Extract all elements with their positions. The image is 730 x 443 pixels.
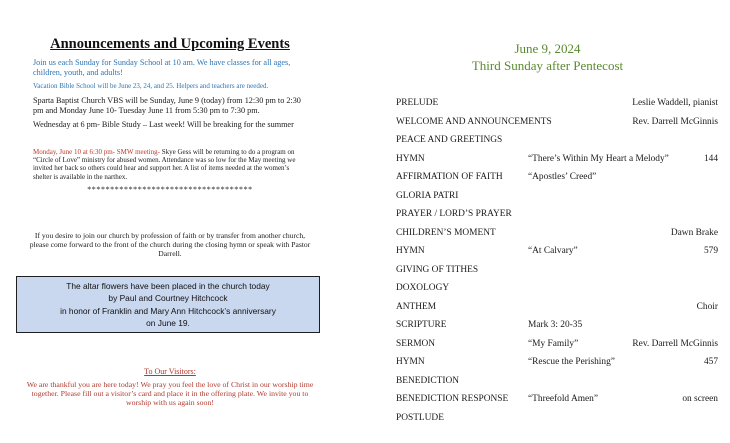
worship-item	[396, 282, 718, 301]
visitors-title: To Our Visitors:	[144, 367, 196, 376]
sunday-school-announcement: Join us each Sunday for Sunday School at 10 am. We have classes for all ages, children, youth, and adults!	[33, 58, 291, 77]
vbs-announcement: Vacation Bible School will be June 23, 24, and 25. Helpers and teachers are needed.	[33, 82, 269, 90]
worship-item	[396, 356, 718, 375]
worship-item	[396, 264, 718, 283]
worship-item-leader: Rev. Darrell McGinnis	[632, 338, 718, 349]
bible-study-announcement: Wednesday at 6 pm- Bible Study – Last week! Will be breaking for the summer	[33, 120, 294, 129]
worship-item	[396, 338, 718, 357]
worship-item-name: AFFIRMATION OF FAITH	[396, 172, 503, 182]
worship-item-name: PRAYER / LORD’S PRAYER	[396, 209, 512, 219]
worship-item	[396, 190, 718, 209]
worship-item	[396, 301, 718, 320]
star-divider: ************************************	[87, 185, 253, 194]
worship-item-detail: “At Calvary”	[528, 246, 578, 256]
announcements-title: Announcements and Upcoming Events	[50, 36, 290, 52]
worship-item-name: HYMN	[396, 246, 425, 256]
worship-item	[396, 245, 718, 264]
worship-item-name: SCRIPTURE	[396, 320, 447, 330]
announcements-page	[0, 0, 340, 443]
worship-item-leader: Rev. Darrell McGinnis	[632, 116, 718, 127]
worship-item-name: POSTLUDE	[396, 412, 444, 423]
worship-item	[396, 116, 718, 135]
worship-item-detail: “Threefold Amen”	[528, 394, 599, 404]
order-of-worship-page	[365, 0, 730, 443]
altar-line: The altar flowers have been placed in the church today	[66, 281, 270, 291]
worship-item	[396, 134, 718, 153]
altar-line: in honor of Franklin and Mary Ann Hitchcock’s anniversary	[60, 305, 276, 316]
worship-item	[396, 97, 718, 116]
worship-item-name: SERMON	[396, 338, 436, 349]
worship-item-detail: “Apostles’ Creed”	[528, 172, 597, 182]
worship-item-name: PRELUDE	[396, 98, 439, 108]
worship-item-leader: 579	[703, 246, 718, 256]
worship-item	[396, 375, 718, 394]
worship-item	[396, 153, 718, 172]
visitors-message: We are thankful you are here today! We pray you feel the love of Christ in our worship time together. Please fill out a visitor’s card and place it in the offering plate. We invite you to worship with us again soon!	[26, 380, 314, 408]
worship-item-name: CHILDREN’S MOMENT	[396, 227, 496, 238]
worship-item-name: GIVING OF TITHES	[396, 264, 479, 275]
worship-item	[396, 208, 718, 227]
worship-item-leader: Dawn Brake	[670, 227, 718, 238]
service-date: June 9, 2024	[514, 41, 581, 56]
worship-item-detail: “My Family”	[528, 338, 579, 349]
worship-item-detail: “There’s Within My Heart a Melody”	[528, 153, 669, 164]
worship-item-leader: 144	[703, 153, 718, 164]
worship-item-name: WELCOME AND ANNOUNCEMENTS	[396, 116, 552, 127]
altar-flowers-box	[16, 276, 320, 333]
liturgical-day: Third Sunday after Pentecost	[471, 58, 624, 73]
smw-announcement	[33, 148, 305, 181]
worship-item-name: GLORIA PATRI	[396, 190, 459, 201]
altar-line: on June 19.	[146, 318, 190, 329]
worship-item	[396, 319, 718, 338]
smw-lead: Monday, June 10 at 6:30 pm- SMW meeting-	[33, 148, 160, 156]
worship-item-leader: Choir	[696, 301, 718, 312]
sparta-vbs-announcement: Sparta Baptist Church VBS will be Sunday, June 9 (today) from 12:30 pm to 2:30 pm and Monday June 10- Tuesday June 11 from 5:30 pm to 7:30 pm.	[33, 96, 301, 115]
worship-item-name: BENEDICTION	[396, 375, 460, 386]
order-of-worship	[396, 97, 718, 430]
worship-item-detail: “Rescue the Perishing”	[528, 357, 615, 367]
join-church-note: If you desire to join our church by profession of faith or by transfer from another church, please come forward to the front of the church during the closing hymn or speak with Pastor Darrell.	[29, 231, 311, 259]
worship-item-name: HYMN	[396, 153, 425, 164]
worship-item-leader: 457	[703, 357, 718, 367]
worship-item	[396, 171, 718, 190]
worship-item-name: DOXOLOGY	[396, 283, 450, 293]
worship-item-leader: on screen	[682, 394, 718, 404]
worship-item	[396, 412, 718, 431]
worship-item-name: BENEDICTION RESPONSE	[396, 394, 509, 404]
worship-item-name: ANTHEM	[396, 301, 437, 312]
altar-line: by Paul and Courtney Hitchcock	[108, 293, 228, 304]
worship-item-leader: Leslie Waddell, pianist	[632, 98, 718, 108]
worship-item	[396, 393, 718, 412]
worship-item	[396, 227, 718, 246]
worship-item-name: PEACE AND GREETINGS	[396, 135, 503, 145]
worship-item-name: HYMN	[396, 357, 425, 367]
smw-body: Skye Gess will be returning to do a program on “Circle of Love” ministry for abused women. Attendance was so low for the May meeting we invited her back so others could hear and support her. A list of items needed at the women’s shelter is available in the narthex.	[33, 148, 296, 181]
worship-item-detail: Mark 3: 20-35	[528, 320, 583, 330]
